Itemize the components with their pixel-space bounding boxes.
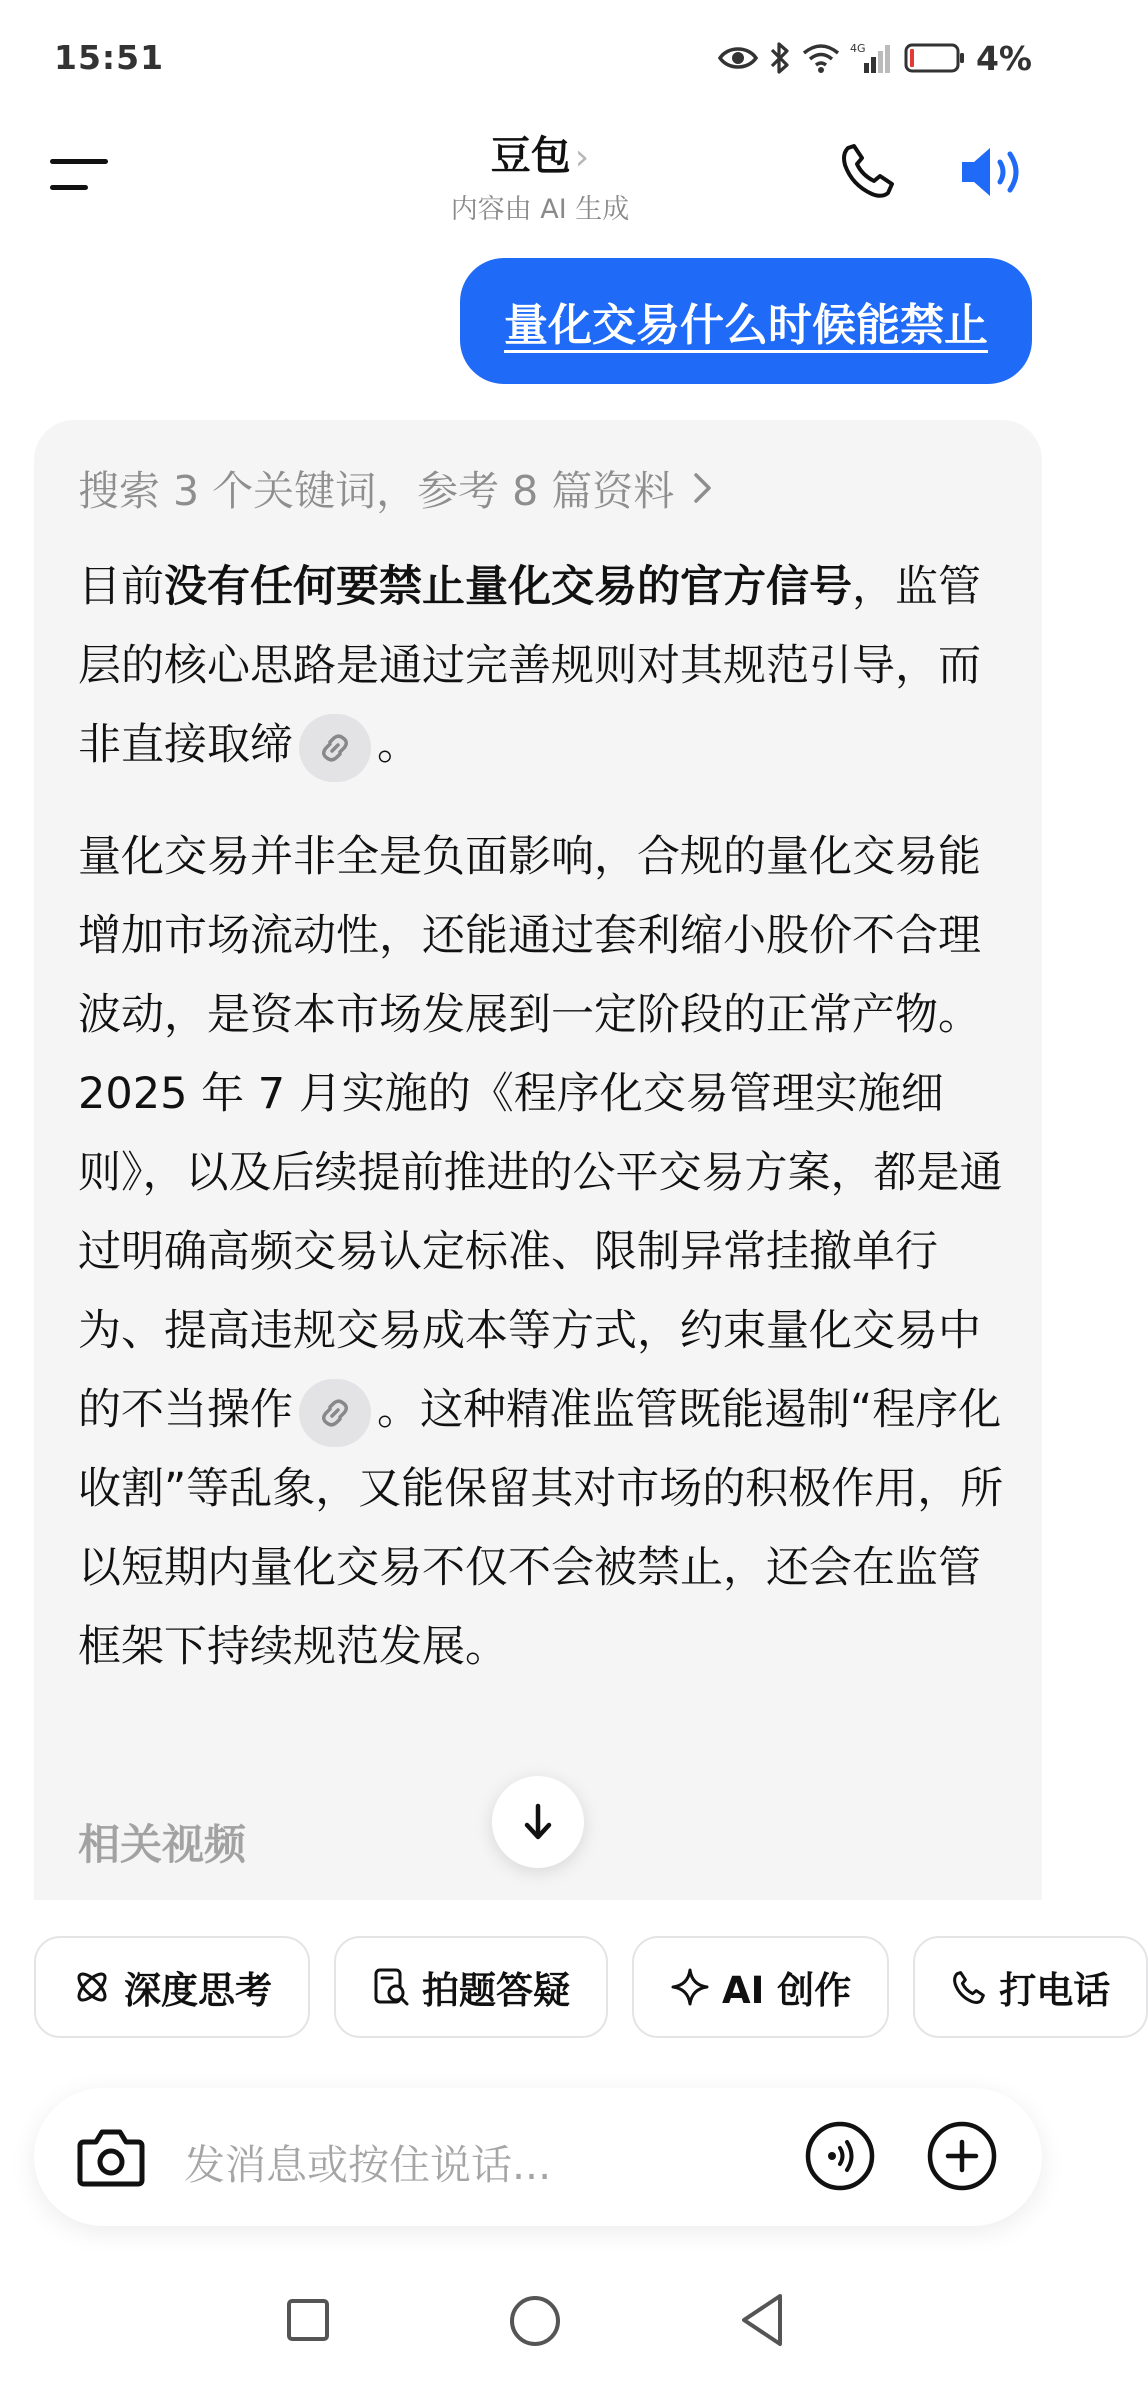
reference-link-chip[interactable] [299, 714, 371, 782]
link-icon [317, 730, 353, 766]
plus-icon[interactable] [926, 2120, 998, 2192]
quick-action-row [34, 1936, 1148, 2038]
atom-icon [72, 1967, 112, 2007]
bot-name: 豆包 [490, 133, 571, 179]
ai-generated-notice: 内容由 AI 生成 [450, 194, 630, 225]
bot-name-row[interactable] [0, 124, 1080, 181]
user-message-bubble[interactable] [460, 258, 1032, 384]
p2-main: 量化交易并非全是负面影响，合规的量化交易能增加市场流动性，还能通过套利缩小股价不合理波动，是资本市场发展到一定阶段的正常产物。2025 年 7 月实施的《程序化交易管理实施细则》，以及后续提前推进的公平交易方案，都是通过明确高频交易认定标准、限制异常挂撤单行为、提高违规交易成本等方式，约束量化交易中的不当操作 [78, 832, 1003, 1435]
network-type-label: 4G [849, 42, 866, 55]
wifi-icon [802, 43, 840, 73]
battery-percent: 4% [975, 38, 1032, 78]
deep-think-button[interactable] [34, 1936, 310, 2038]
p1-end: 。 [377, 720, 420, 770]
p1-prefix: 目前 [78, 562, 164, 612]
answer-paragraph-2 [78, 818, 1008, 1687]
chevron-right-icon [692, 471, 714, 505]
user-message-text: 量化交易什么时候能禁止 [504, 300, 988, 351]
related-videos-title: 相关视频 [78, 1820, 247, 1869]
chip-label: AI 创作 [722, 1969, 852, 2012]
photo-question-icon [372, 1967, 410, 2007]
link-icon [317, 1395, 353, 1431]
home-icon[interactable] [508, 2294, 562, 2348]
message-input[interactable]: 发消息或按住说话... [184, 2141, 552, 2189]
chip-label: 深度思考 [124, 1969, 272, 2012]
battery-icon [904, 42, 966, 74]
answer-paragraph-1 [78, 548, 1008, 785]
reference-link-chip[interactable] [299, 1379, 371, 1447]
back-icon[interactable] [738, 2292, 786, 2348]
search-summary-text: 搜索 3 个关键词，参考 8 篇资料 [78, 467, 675, 515]
ai-create-button[interactable] [632, 1936, 889, 2038]
eye-icon [718, 44, 758, 72]
speaker-icon[interactable] [958, 140, 1028, 204]
status-icons [718, 36, 1032, 80]
answer-card [34, 420, 1042, 1900]
phone-icon [951, 1969, 987, 2005]
sparkle-icon [670, 1967, 710, 2007]
status-time: 15:51 [54, 38, 165, 77]
chip-label: 打电话 [999, 1969, 1111, 2012]
search-summary[interactable] [78, 458, 714, 517]
photo-question-button[interactable] [334, 1936, 608, 2038]
bluetooth-icon [768, 41, 792, 75]
phone-call-button[interactable] [913, 1936, 1148, 2038]
p1-rest: ，监管层的核心思路是通过完善规则对其规范引导，而非直接取缔 [78, 562, 981, 770]
phone-call-icon[interactable] [838, 140, 898, 200]
voice-input-icon[interactable] [804, 2120, 876, 2192]
chevron-right-icon: › [574, 137, 590, 178]
arrow-down-icon [520, 1802, 556, 1842]
p1-bold: 没有任何要禁止量化交易的官方信号 [164, 562, 852, 612]
scroll-to-bottom-button[interactable] [492, 1776, 584, 1868]
p2-tail: 。这种精准监管既能遏制“程序化收割”等乱象，又能保留其对市场的积极作用，所以短期内量化交易不仅不会被禁止，还会在监管框架下持续规范发展。 [78, 1385, 1004, 1672]
signal-icon [850, 41, 894, 75]
recent-apps-icon[interactable] [286, 2298, 330, 2342]
camera-icon[interactable] [76, 2126, 146, 2188]
chip-label: 拍题答疑 [422, 1969, 570, 2012]
message-input-bar [34, 2088, 1042, 2226]
chat-header[interactable] [0, 124, 1080, 226]
